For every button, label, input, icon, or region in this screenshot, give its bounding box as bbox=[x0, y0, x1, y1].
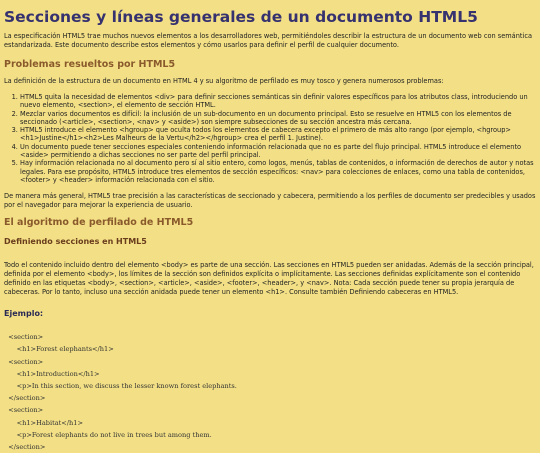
list-item: 4. Un documento puede tener secciones especiales conteniendo información relacionada que no es parte del flujo principal. HTML5 introduce el elemento <aside> permitiendo a dichas secciones no ser parte del perfil principal. bbox=[20, 143, 536, 160]
section-heading-algorithm: El algoritmo de perfilado de HTML5 bbox=[4, 217, 194, 229]
list-item: 2. Mezclar varios documentos es difícil: la inclusión de un sub-documento en un documento principal. Esto se resuelve en HTML5 con los elementos de seccionado (<article>, <section>, <nav> y <aside>) son siempre subsecciones de su sección ancestra más cercana. bbox=[20, 110, 536, 127]
code-example: <section> <h1>Forest elephants</h1> <section> <h1>Introduction</h1> <p>In this section, we discuss the lesser known forest elephants. </section> <section> <h1>Habitat</h1> <p>Forest elephants do not live in trees but among them. </section> bbox=[8, 333, 237, 452]
problems-lead: La definición de la estructura de un documento en HTML 4 y su algoritmo de perfilado es muy tosco y genera numerosos problemas: bbox=[4, 77, 444, 85]
subheading-defining-sections: Definiendo secciones en HTML5 bbox=[4, 237, 147, 247]
sections-paragraph: Todo el contenido incluido dentro del elemento <body> es parte de una sección. Las secciones en HTML5 pueden ser anidadas. Además de la sección principal, definida por el elemento <body>, los límites de la sección son definidos explícita o implícitamente. Las secciones definidas explícitamente son el contenido definido en las etiquetas <body>, <section>, <article>, <aside>, <footer>, <header>, y <nav>. Nota: Cada sección puede tener su propia jerarquía de cabeceras. Por lo tanto, incluso una sección anidada puede tener un elemento <h1>. Consulte también Definiendo cabeceras en HTML5. bbox=[4, 261, 534, 297]
section-heading-problems: Problemas resueltos por HTML5 bbox=[4, 59, 176, 70]
example-label: Ejemplo: bbox=[4, 309, 44, 319]
problems-closing: De manera más general, HTML5 trae precisión a las características de seccionado y cabecera, permitiendo a los perfiles de documento ser predecibles y usados por el navegador para mejorar la experiencia de usuario. bbox=[4, 192, 536, 210]
page-title: Secciones y líneas generales de un documento HTML5 bbox=[4, 8, 478, 26]
problems-list bbox=[4, 93, 536, 184]
list-item: 1. HTML5 quita la necesidad de elementos <div> para definir secciones semánticas sin definir valores específicos para los atributos class, introduciendo un nuevo elemento, <section>, el elemento de sección HTML. bbox=[20, 93, 536, 110]
list-item: 5. Hay información relacionada no al documento pero sí al sitio entero, como logos, menús, tablas de contenidos, o información de derechos de autor y notas legales. Para ese propósito, HTML5 introduce tres elementos de sección específicos: <nav> para colecciones de enlaces, como una tabla de contenidos, <footer> y <header> información relacionada con el sitio. bbox=[20, 159, 536, 184]
intro-paragraph: La especificación HTML5 trae muchos nuevos elementos a los desarrolladores web, permitiéndoles describir la estructura de un documento web con semántica estandarizada. Este documento describe estos elementos y cómo usarlos para definir el perfil de cualquier documento. bbox=[4, 32, 532, 49]
list-item: 3. HTML5 introduce el elemento <hgroup> que oculta todos los elementos de cabecera excepto el primero de más alto rango (por ejemplo, <hgroup><h1>Justine</h1><h2>Les Malheurs de la Vertu</h2></hgroup> crea el perfil 1. Justine). bbox=[20, 126, 536, 143]
